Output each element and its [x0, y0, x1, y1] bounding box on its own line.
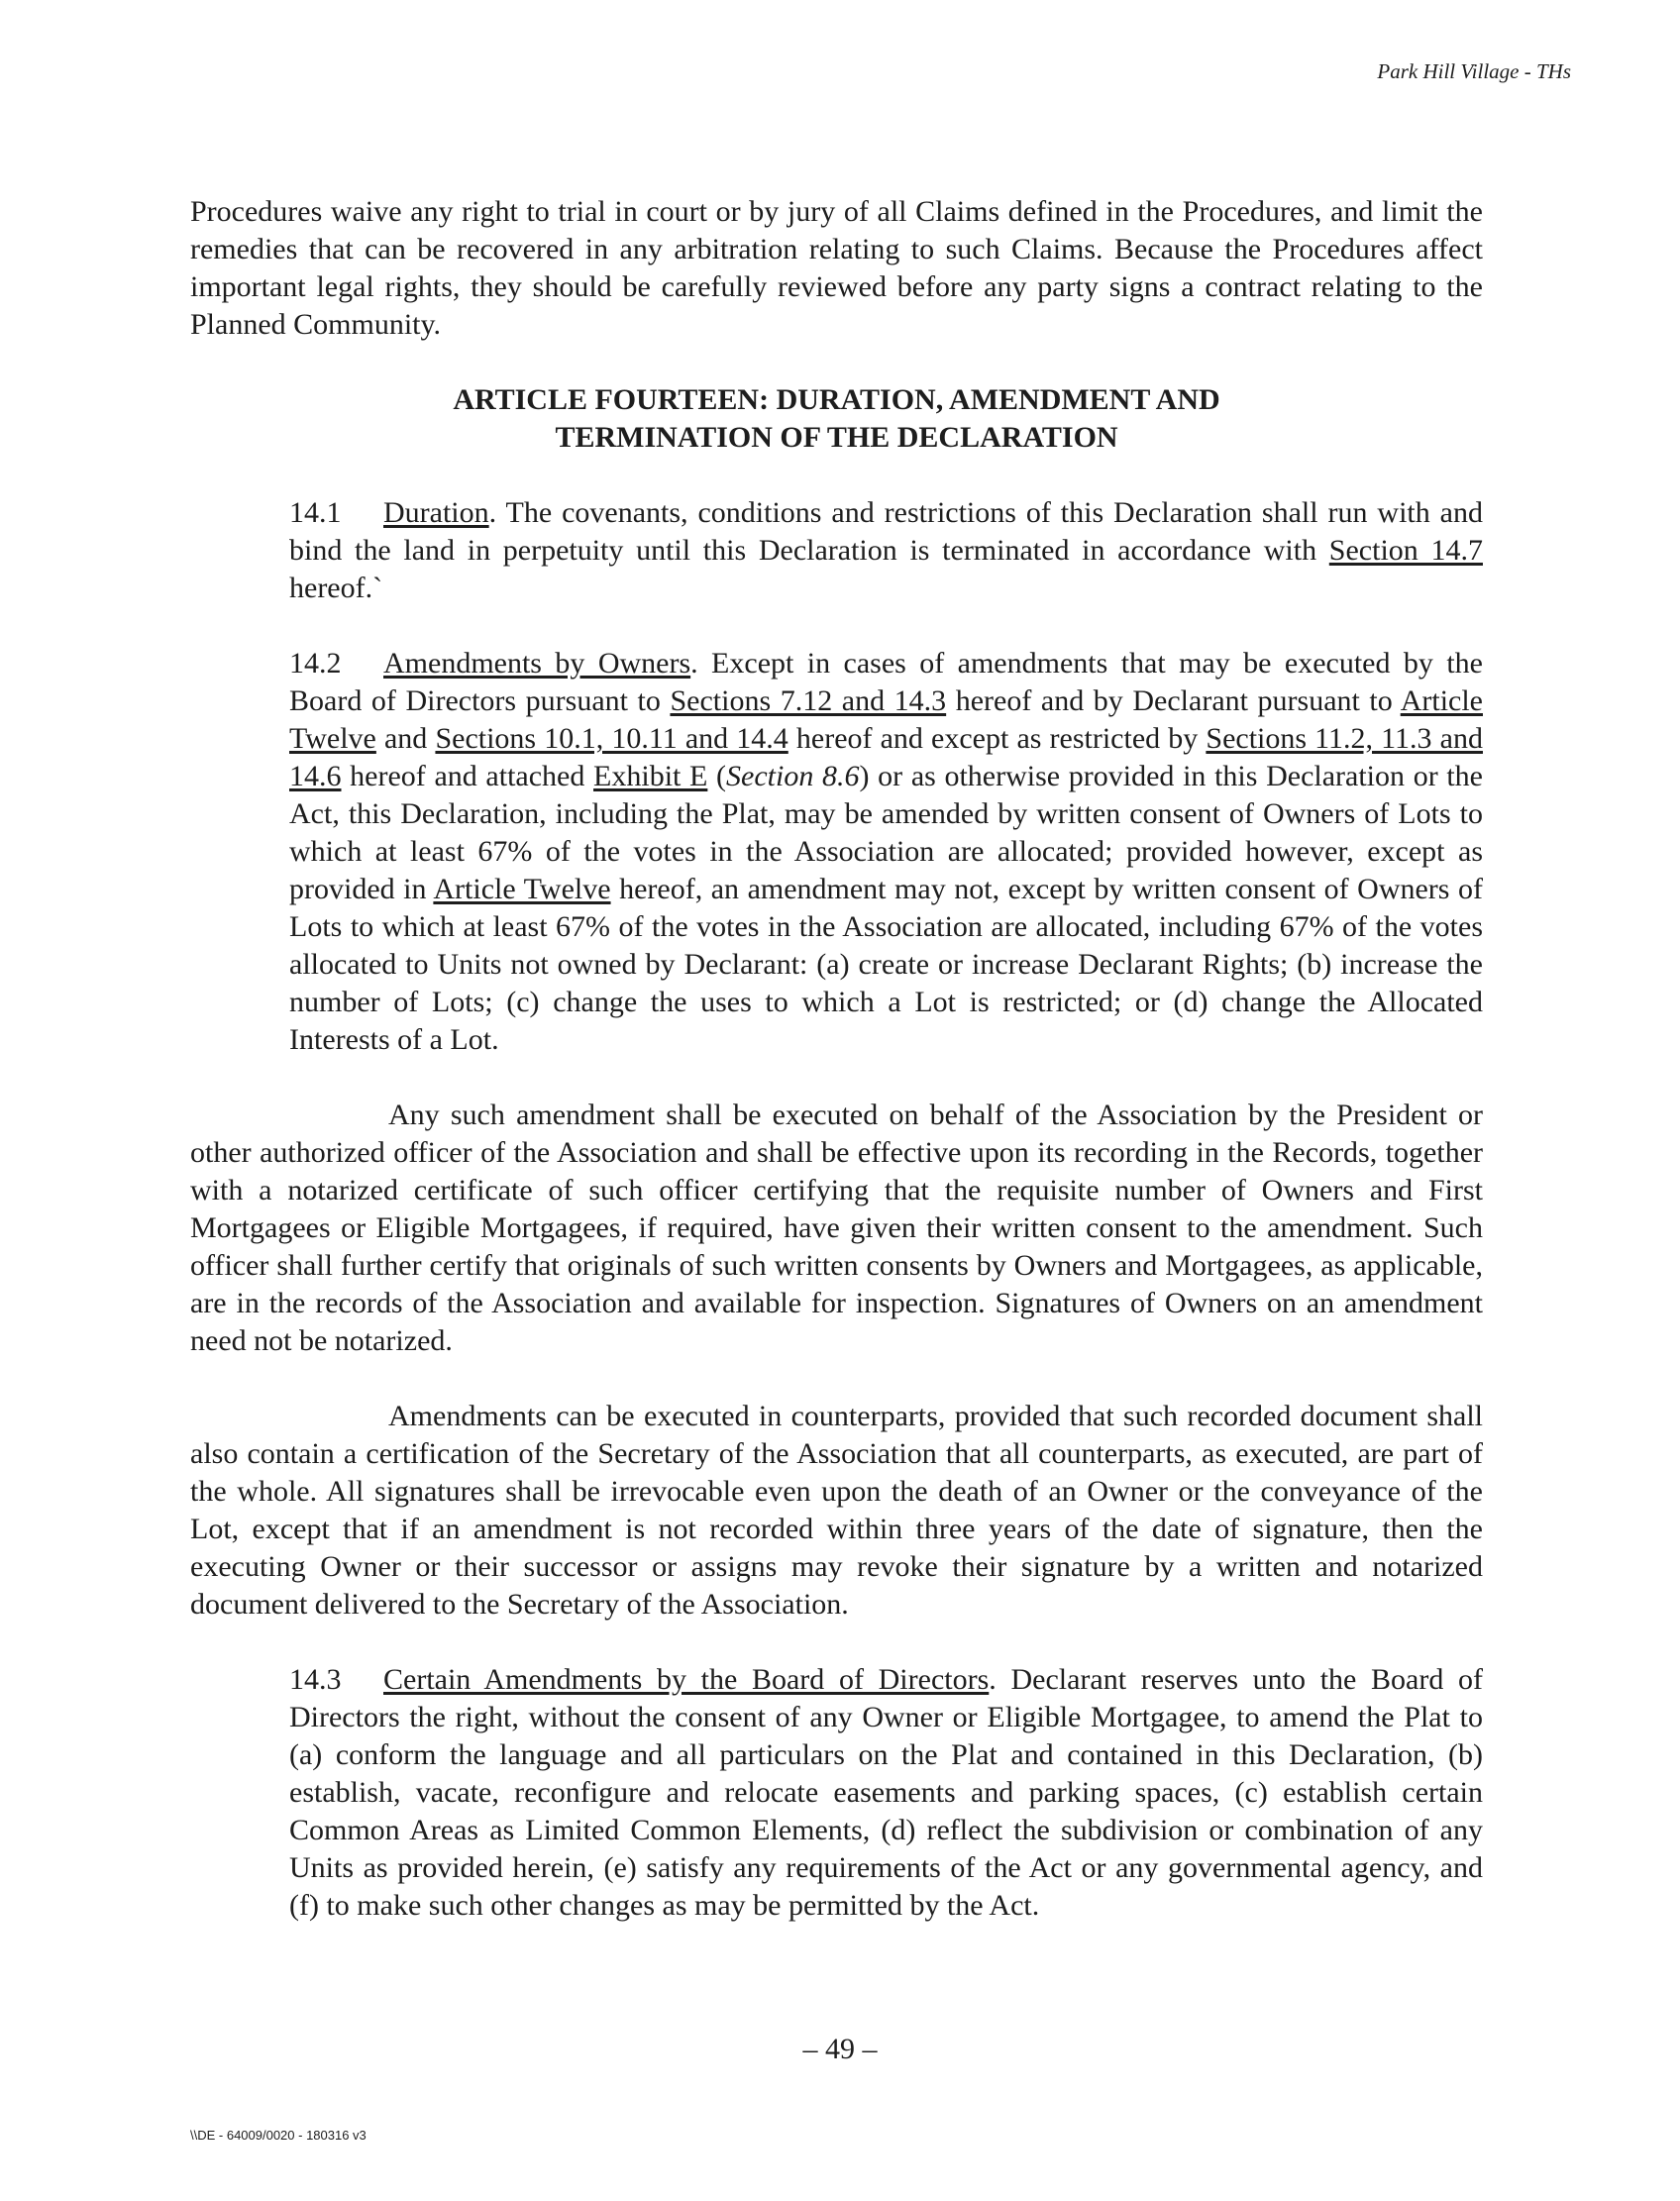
section-14-1: [190, 494, 1483, 607]
section-text: hereof and except as restricted by: [788, 722, 1207, 755]
section-text: ) or as otherwise provided in this Declaration or the Act, this Declaration, including the Plat, may be amended by written consent of Owners of Lots to which at least 67% of the votes in the Association are allocated; provided however, except as provided in: [289, 760, 1483, 905]
section-title: Amendments by Owners: [383, 647, 691, 680]
cross-reference: Section 14.7: [1328, 534, 1483, 567]
section-text: hereof, an amendment may not, except by written consent of Owners of Lots to which at least 67% of the votes in the Association are allocated, including 67% of the votes allocated to Units not owned by Declarant: (a) create or increase Declarant Rights; (b) increase the number of Lots; (c) change the uses to which a Lot is restricted; or (d) change the Allocated Interests of a Lot.: [289, 873, 1483, 1056]
section-14-3: [190, 1661, 1483, 1925]
cross-reference: Article Twelve: [433, 873, 611, 905]
section-number: 14.1: [289, 496, 342, 529]
page-number: – 49 –: [802, 2033, 878, 2065]
document-body: [190, 193, 1483, 1925]
running-header: Park Hill Village - THs: [1377, 59, 1571, 83]
article-heading-line-2: TERMINATION OF THE DECLARATION: [555, 421, 1118, 454]
article-heading-line-1: ARTICLE FOURTEEN: DURATION, AMENDMENT AND: [453, 383, 1220, 416]
cross-reference: Sections 11.2, 11.3 and 14.6: [289, 722, 1483, 792]
section-text: (: [707, 760, 727, 792]
section-text: and: [375, 722, 436, 755]
section-text: hereof.`: [289, 572, 383, 604]
cross-reference: Sections 7.12 and 14.3: [670, 684, 947, 717]
cross-reference: Sections 10.1, 10.11 and 14.4: [435, 722, 788, 755]
section-title: Certain Amendments by the Board of Directors: [383, 1663, 990, 1696]
cross-reference: Exhibit E: [593, 760, 708, 792]
section-number: 14.3: [289, 1663, 342, 1696]
counterparts-paragraph: Amendments can be executed in counterparts, provided that such recorded document shall also contain a certification of the Secretary of the Association that all counterparts, as executed, are part of the whole. All signatures shall be irrevocable even upon the death of an Owner or the conveyance of the Lot, except that if an amendment is not recorded within three years of the date of signature, then the executing Owner or their successor or assigns may revoke their signature by a written and notarized document delivered to the Secretary of the Association.: [190, 1400, 1483, 1621]
section-text: . Except in cases of amendments that may be executed by the Board of Directors pursuant to: [289, 647, 1483, 717]
article-heading: [190, 381, 1483, 457]
section-number: 14.2: [289, 647, 342, 680]
section-text: hereof and attached: [341, 760, 594, 792]
section-text: . The covenants, conditions and restrictions of this Declaration shall run with and bind the land in perpetuity until this Declaration is terminated in accordance with: [289, 496, 1483, 567]
section-text: hereof and by Declarant pursuant to: [946, 684, 1401, 717]
intro-paragraph: Procedures waive any right to trial in court or by jury of all Claims defined in the Procedures, and limit the remedies that can be recovered in any arbitration relating to such Claims. Because the Procedures affect important legal rights, they should be carefully reviewed before any party signs a contract relating to the Planned Community.: [190, 195, 1483, 341]
section-14-2: [190, 645, 1483, 1059]
section-text: . Declarant reserves unto the Board of Directors the right, without the consent of any Owner or Eligible Mortgagee, to amend the Plat to (a) conform the language and all particulars on the Plat and contained in this Declaration, (b) establish, vacate, reconfigure and relocate easements and parking spaces, (c) establish certain Common Areas as Limited Common Elements, (d) reflect the subdivision or combination of any Units as provided herein, (e) satisfy any requirements of the Act or any governmental agency, and (f) to make such other changes as may be permitted by the Act.: [289, 1663, 1484, 1922]
section-title: Duration: [383, 496, 489, 529]
execution-paragraph: Any such amendment shall be executed on behalf of the Association by the President or other authorized officer of the Association and shall be effective upon its recording in the Records, together with a notarized certificate of such officer certifying that the requisite number of Owners and First Mortgagees or Eligible Mortgagees, if required, have given their written consent to the amendment. Such officer shall further certify that originals of such written consents by Owners and Mortgagees, as applicable, are in the records of the Association and available for inspection. Signatures of Owners on an amendment need not be notarized.: [190, 1099, 1483, 1357]
cross-reference: Article Twelve: [289, 684, 1483, 755]
italic-reference: Section 8.6: [726, 760, 860, 792]
document-id: \\DE - 64009/0020 - 180316 v3: [190, 2128, 367, 2143]
